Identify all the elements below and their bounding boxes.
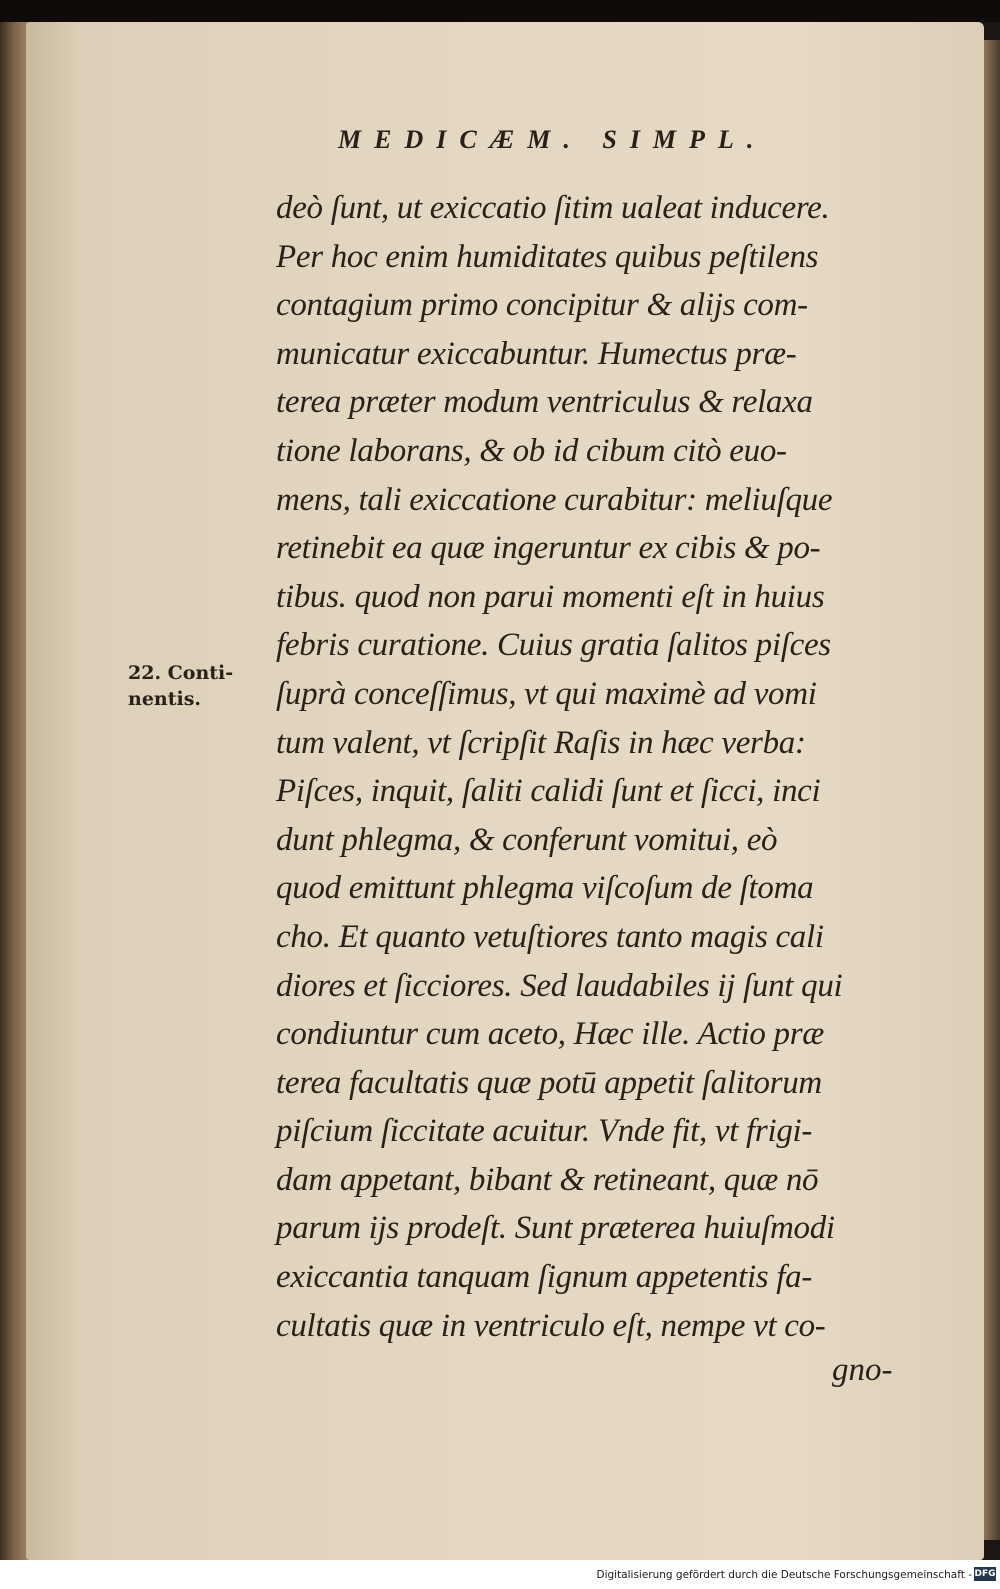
catchword: gno- [832, 1352, 893, 1388]
text-line: deò ſunt, ut exiccatio ſitim ualeat inducere. [276, 190, 830, 226]
margin-note [128, 660, 268, 712]
text-line: cultatis quæ in ventriculo eſt, nempe vt co- [276, 1307, 826, 1344]
digitization-credit: Digitalisierung gefördert durch die Deutsche Forschungsgemeinschaft - [596, 1569, 972, 1581]
text-line: tibus. quod non parui momenti eſt in huius [276, 578, 825, 615]
margin-note-line: 22. Conti- [128, 662, 234, 684]
running-head: MEDICÆM. SIMPL. [338, 125, 767, 154]
text-line: ſuprà conceſſimus, vt qui maximè ad vomi [276, 675, 817, 712]
scan-top-bar [0, 0, 1000, 22]
text-line: municatur exiccabuntur. Humectus præ- [276, 335, 797, 372]
margin-note-line: nentis. [128, 688, 202, 710]
text-line: contagium primo concipitur & alijs com- [276, 287, 808, 324]
text-line: mens, tali exiccatione curabitur: meliuſque [276, 481, 833, 518]
page-right-edge [984, 40, 1000, 1540]
text-line: cho. Et quanto vetuſtiores tanto magis cali [276, 918, 824, 955]
text-line: tione laborans, & ob id cibum citò euo- [276, 432, 787, 469]
text-line: Piſces, inquit, ſaliti calidi ſunt et ſicci, inci [276, 773, 821, 810]
text-line: exiccantia tanquam ſignum appetentis fa- [276, 1259, 813, 1296]
text-line: quod emittunt phlegma viſcoſum de ſtoma [276, 870, 814, 907]
text-line: dunt phlegma, & conferunt vomitui, eò [276, 821, 778, 858]
text-line: tum valent, vt ſcripſit Raſis in hæc verba: [276, 724, 806, 761]
dfg-logo: DFG [974, 1569, 996, 1579]
text-line: condiuntur cum aceto, Hæc ille. Actio præ [276, 1016, 825, 1053]
text-line: dam appetant, bibant & retineant, quæ nō [276, 1161, 819, 1198]
text-line: diores et ſicciores. Sed laudabiles ij ſunt qui [276, 967, 843, 1004]
body-text [276, 184, 936, 1350]
text-line: febris curatione. Cuius gratia ſalitos piſces [276, 627, 831, 664]
text-line: parum ijs prodeſt. Sunt præterea huiuſmodi [276, 1210, 835, 1247]
text-line: terea facultatis quæ potū appetit ſalitorum [276, 1064, 822, 1101]
text-line: retinebit ea quæ ingeruntur ex cibis & po- [276, 530, 821, 567]
text-line: Per hoc enim humiditates quibus peſtilens [276, 238, 819, 275]
text-line: piſcium ſiccitate acuitur. Vnde fit, vt frigi- [276, 1113, 813, 1150]
text-line: terea præter modum ventriculus & relaxa [276, 384, 813, 421]
